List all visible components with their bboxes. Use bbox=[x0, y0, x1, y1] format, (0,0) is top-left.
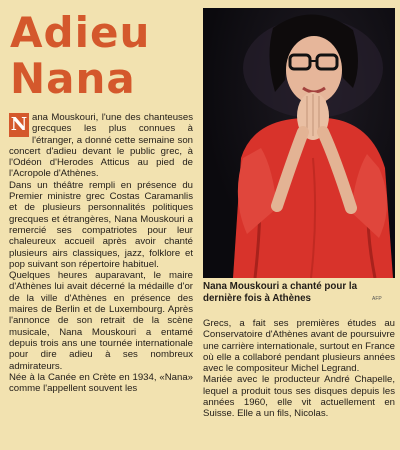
intro-paragraph bbox=[9, 112, 193, 180]
singer-illustration bbox=[203, 8, 395, 278]
body-paragraph: Dans un théâtre rempli en présence du Premier ministre grec Costas Caramanlis et de plusieurs personnalités politiques grecques et étrangères, Nana Mouskouri a remercié ses compatriotes pour leur chaleureux accueil après avoir chanté plusieurs airs classiques, jazz, folklore et pop suivant son répertoire habituel. bbox=[9, 179, 193, 270]
headline-line-1: Adieu bbox=[10, 8, 151, 57]
right-column bbox=[203, 318, 395, 446]
headline-line-2: Nana bbox=[10, 54, 136, 103]
left-column bbox=[9, 112, 193, 447]
headline bbox=[10, 10, 200, 102]
photo-caption: Nana Mouskouri a chanté pour la dernière fois à Athènes bbox=[203, 281, 358, 304]
intro-text: ana Mouskouri, l'une des chanteuses grecques les plus connues à l'étranger, a donné cette semaine son concert d'adieu devant le public grec, à l'Odéon d'Herodes Atticus au pied de l'Acropole d'Athènes. bbox=[9, 112, 193, 180]
body-paragraph: Grecs, a fait ses premières études au Conservatoire d'Athènes avant de poursuivre une carrière internationale, surtout en France où elle a collaboré pendant plusieurs années avec le compositeur Michel Legrand. bbox=[203, 318, 395, 375]
body-paragraph: Quelques heures auparavant, le maire d'Athènes lui avait décerné la médaille d'or de la ville d'Athènes en présence des maires de Berlin et de Luxembourg. Après l'annonce de son retrait de la scène musicale, Nana Mouskouri a entamé depuis trois ans une tournée internationale pour dire adieu à ses nombreux admirateurs. bbox=[9, 270, 193, 372]
drop-cap: N bbox=[10, 114, 28, 135]
photo-nana-mouskouri bbox=[203, 8, 395, 278]
body-paragraph: Mariée avec le producteur André Chapelle, lequel a produit tous ses disques depuis les années 1960, elle vit actuellement en Suisse. Elle a un fils, Nicolas. bbox=[203, 374, 395, 420]
photo-credit: AFP bbox=[372, 296, 382, 302]
body-paragraph: Née à la Canée en Crète en 1934, «Nana» comme l'appellent souvent les bbox=[9, 371, 193, 395]
